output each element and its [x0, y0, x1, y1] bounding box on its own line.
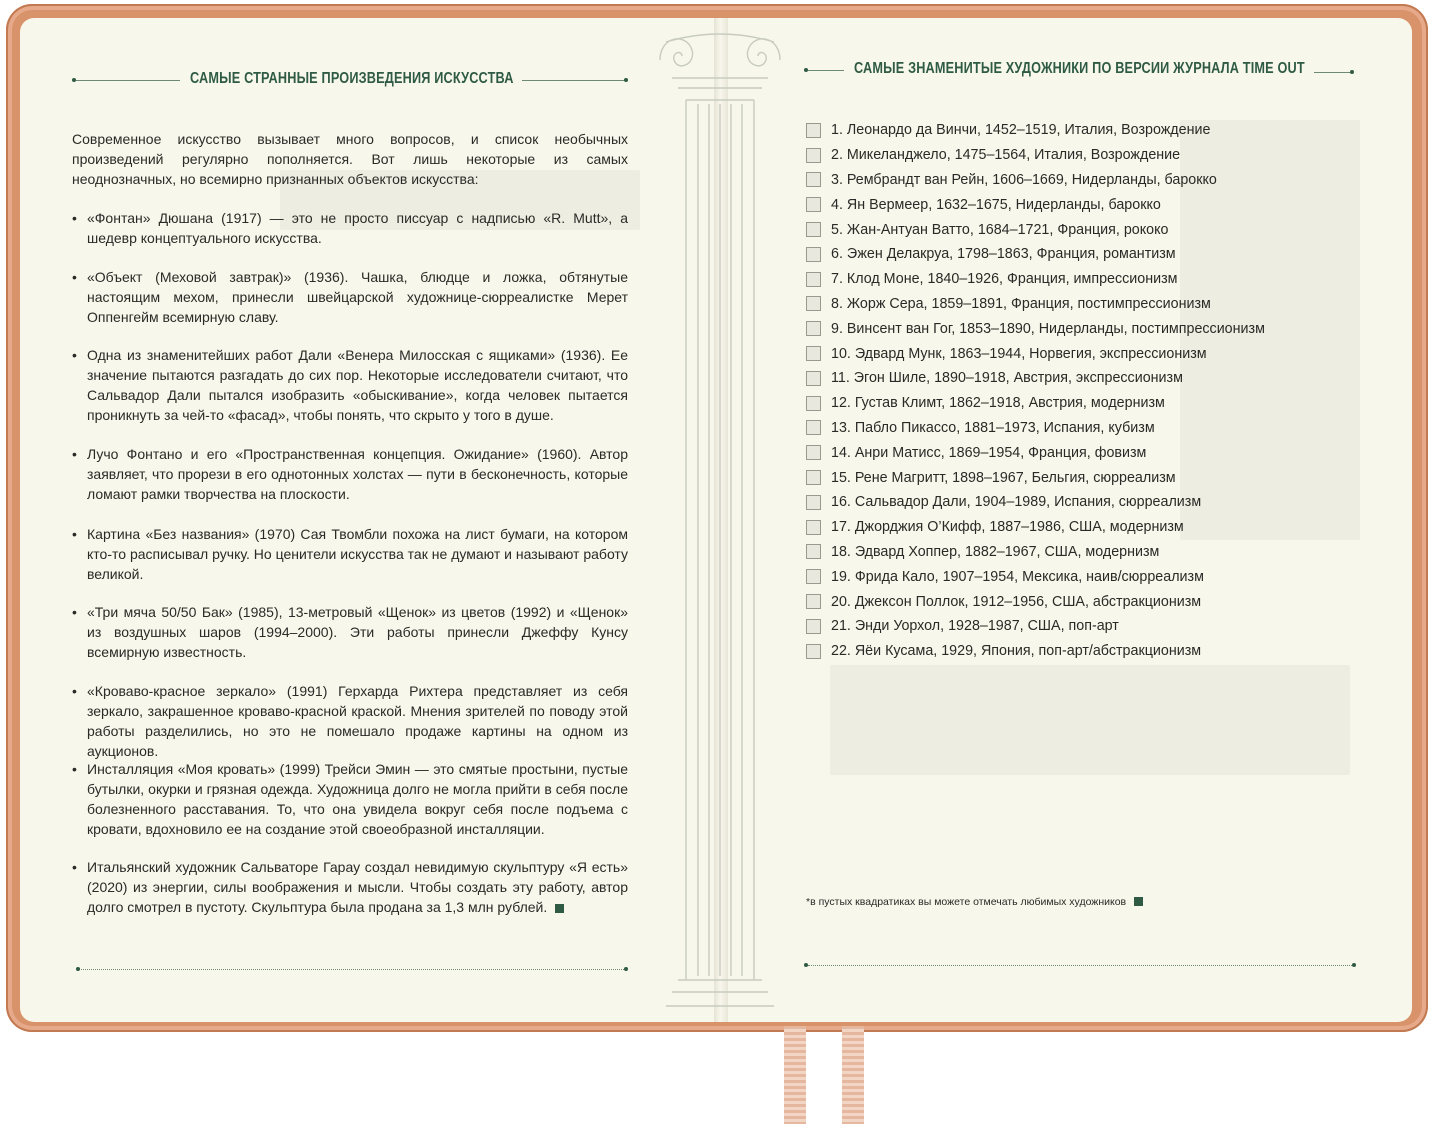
list-item-text: Итальянский художник Сальваторе Гарау создал невидимую скульптуру «Я есть» (2020) из энергии, силы воображения и мысли. Чтобы создать эту работу, автор долго смотрел в пустоту. Скульптура была продана за 1,3 млн рублей.	[87, 859, 628, 915]
artist-item	[806, 267, 1366, 292]
list-item: Лучо Фонтано и его «Пространственная концепция. Ожидание» (1960). Автор заявляет, что прорези в его однотонных холстах — пути в бесконечность, которые ломают рамки творчества на плоскости.	[87, 446, 628, 502]
artist-name: 12. Густав Климт, 1862–1918, Австрия, модернизм	[831, 395, 1165, 412]
artist-item	[806, 366, 1366, 391]
bullet-marker: •	[72, 269, 77, 285]
checkbox-square-icon[interactable]	[806, 470, 821, 485]
checkbox-square-icon[interactable]	[806, 321, 821, 336]
left-page-title: САМЫЕ СТРАННЫЕ ПРОИЗВЕДЕНИЯ ИСКУССТВА	[190, 70, 514, 87]
checkbox-square-icon[interactable]	[806, 445, 821, 460]
artist-item	[806, 391, 1366, 416]
bullet-marker: •	[72, 683, 77, 699]
artist-item	[806, 639, 1366, 664]
list-item: «Фонтан» Дюшана (1917) — это не просто писсуар с надписью «R. Mutt», а шедевр концептуального искусства.	[87, 210, 628, 246]
artist-item	[806, 440, 1366, 465]
artist-item	[806, 490, 1366, 515]
rule-dot	[804, 963, 808, 967]
bullet-marker: •	[72, 761, 77, 777]
checkbox-square-icon[interactable]	[806, 619, 821, 634]
checkbox-square-icon[interactable]	[806, 544, 821, 559]
checkbox-square-icon[interactable]	[806, 420, 821, 435]
artists-checklist	[806, 118, 1366, 664]
bleed-through-shade	[830, 665, 1350, 775]
list-item: Инсталляция «Моя кровать» (1999) Трейси Эмин — это смятые простыни, пустые бутылки, окурки и грязная одежда. Художница долго не могла прийти в себя после болезненного расставания. То, что она увидела вокруг себя после подъема с кровати, вдохновило ее на создание этой своеобразной инсталляции.	[87, 761, 628, 837]
artist-name: 21. Энди Уорхол, 1928–1987, США, поп-арт	[831, 618, 1119, 635]
rule-dot	[76, 967, 80, 971]
artist-name: 5. Жан-Антуан Ватто, 1684–1721, Франция, рококо	[831, 221, 1169, 238]
checkbox-square-icon[interactable]	[806, 569, 821, 584]
artist-item	[806, 118, 1366, 143]
green-square-icon	[555, 904, 564, 913]
bottom-rule-right	[808, 965, 1354, 966]
bookmark-ribbon	[784, 1026, 806, 1124]
green-square-icon	[1134, 897, 1143, 906]
artist-item	[806, 589, 1366, 614]
checkbox-square-icon[interactable]	[806, 222, 821, 237]
rule-dot	[624, 967, 628, 971]
footnote-text: *в пустых квадратиках вы можете отмечать любимых художников	[806, 896, 1127, 908]
artist-name: 1. Леонардо да Винчи, 1452–1519, Италия, Возрождение	[831, 122, 1211, 139]
artist-item	[806, 143, 1366, 168]
artist-name: 4. Ян Вермеер, 1632–1675, Нидерланды, барокко	[831, 196, 1161, 213]
artist-item	[806, 192, 1366, 217]
bullet-marker: •	[72, 604, 77, 620]
right-page-title: САМЫЕ ЗНАМЕНИТЫЕ ХУДОЖНИКИ ПО ВЕРСИИ ЖУРНАЛА TIME OUT	[854, 60, 1305, 77]
ionic-column-icon	[652, 20, 788, 1020]
checkbox-square-icon[interactable]	[806, 396, 821, 411]
artist-name: 13. Пабло Пикассо, 1881–1973, Испания, кубизм	[831, 419, 1155, 436]
artist-item	[806, 168, 1366, 193]
list-item: «Три мяча 50/50 Бак» (1985), 13-метровый «Щенок» из цветов (1992) и «Щенок» из воздушных шаров (1994–2000). Эти работы принесли Джеффу Кунсу всемирную известность.	[87, 604, 628, 660]
checkbox-square-icon[interactable]	[806, 172, 821, 187]
checkbox-square-icon[interactable]	[806, 371, 821, 386]
artist-name: 10. Эдвард Мунк, 1863–1944, Норвегия, экспрессионизм	[831, 345, 1207, 362]
list-item: Картина «Без названия» (1970) Сая Твомбли похожа на лист бумаги, на котором кто-то расписывал ручку. Но ценители искусства так не думают и называют работу великой.	[87, 526, 628, 582]
artist-name: 2. Микеланджело, 1475–1564, Италия, Возрождение	[831, 147, 1181, 164]
artist-name: 15. Рене Магритт, 1898–1967, Бельгия, сюрреализм	[831, 469, 1176, 486]
list-item: «Объект (Меховой завтрак)» (1936). Чашка, блюдце и ложка, обтянутые настоящим мехом, принесли швейцарской художнице-сюрреалистке Мерет Оппенгейм всемирную славу.	[87, 269, 628, 325]
artist-name: 22. Яёи Кусама, 1929, Япония, поп-арт/абстракционизм	[831, 643, 1202, 660]
artist-name: 6. Эжен Делакруа, 1798–1863, Франция, романтизм	[831, 246, 1176, 263]
checkbox-square-icon[interactable]	[806, 594, 821, 609]
rule-dot	[1350, 70, 1354, 74]
artist-item	[806, 316, 1366, 341]
rule-dot	[72, 78, 76, 82]
artist-name: 11. Эгон Шиле, 1890–1918, Австрия, экспрессионизм	[831, 370, 1183, 387]
bullet-marker: •	[72, 210, 77, 226]
checkbox-square-icon[interactable]	[806, 247, 821, 262]
heading-rule-left	[76, 80, 180, 81]
checkbox-square-icon[interactable]	[806, 644, 821, 659]
rule-dot	[804, 68, 808, 72]
artist-item	[806, 416, 1366, 441]
heading-rule-left	[808, 70, 844, 71]
rule-dot	[1352, 963, 1356, 967]
checkbox-square-icon[interactable]	[806, 197, 821, 212]
artist-name: 16. Сальвадор Дали, 1904–1989, Испания, сюрреализм	[831, 494, 1202, 511]
artist-name: 9. Винсент ван Гог, 1853–1890, Нидерланды, постимпрессионизм	[831, 320, 1265, 337]
artist-item	[806, 341, 1366, 366]
artist-item	[806, 515, 1366, 540]
artist-item	[806, 564, 1366, 589]
footnote	[806, 896, 1143, 908]
list-item: Одна из знаменитейших работ Дали «Венера Милосская с ящиками» (1936). Ее значение пытаются разгадать до сих пор. Некоторые исследователи считают, что Сальвадор Дали пытался изобразить «обыскивание», когда человек пытается проникнуть за чей-то «фасад», чтобы понять, что скрыто у того в душе.	[87, 347, 628, 423]
artist-name: 14. Анри Матисс, 1869–1954, Франция, фовизм	[831, 444, 1147, 461]
bottom-rule-left	[78, 969, 626, 970]
artist-name: 18. Эдвард Хоппер, 1882–1967, США, модернизм	[831, 543, 1160, 560]
rule-dot	[624, 78, 628, 82]
list-item: «Кроваво-красное зеркало» (1991) Герхарда Рихтера представляет из себя зеркало, закрашенное кроваво-красной краской. Мнения зрителей по поводу этой работы разделились, но это не помешало продаже картины на одном из аукционов.	[87, 683, 628, 759]
heading-rule-right	[522, 80, 626, 81]
bullet-marker: •	[72, 526, 77, 542]
checkbox-square-icon[interactable]	[806, 495, 821, 510]
checkbox-square-icon[interactable]	[806, 123, 821, 138]
artist-item	[806, 217, 1366, 242]
bullet-marker: •	[72, 446, 77, 462]
artist-item	[806, 465, 1366, 490]
bullet-marker: •	[72, 859, 77, 875]
artist-item	[806, 614, 1366, 639]
heading-rule-right	[1314, 72, 1352, 73]
checkbox-square-icon[interactable]	[806, 520, 821, 535]
artist-name: 20. Джексон Поллок, 1912–1956, США, абстракционизм	[831, 593, 1202, 610]
list-item-last	[87, 857, 628, 917]
bookmark-ribbon	[842, 1026, 864, 1124]
intro-paragraph: Современное искусство вызывает много вопросов, и список необычных произведений регулярно пополняется. Вот лишь некоторые из самых неоднозначных, но всемирно признанных объектов искусства:	[72, 131, 628, 187]
checkbox-square-icon[interactable]	[806, 346, 821, 361]
artist-name: 3. Рембрандт ван Рейн, 1606–1669, Нидерланды, барокко	[831, 171, 1217, 188]
artist-item	[806, 242, 1366, 267]
checkbox-square-icon[interactable]	[806, 296, 821, 311]
bullet-marker: •	[72, 347, 77, 363]
checkbox-square-icon[interactable]	[806, 272, 821, 287]
artist-name: 17. Джорджия О’Кифф, 1887–1986, США, модернизм	[831, 519, 1184, 536]
artist-item	[806, 540, 1366, 565]
artist-item	[806, 292, 1366, 317]
artist-name: 8. Жорж Сера, 1859–1891, Франция, постимпрессионизм	[831, 295, 1211, 312]
checkbox-square-icon[interactable]	[806, 148, 821, 163]
artist-name: 7. Клод Моне, 1840–1926, Франция, импрессионизм	[831, 271, 1178, 288]
artist-name: 19. Фрида Кало, 1907–1954, Мексика, наив/сюрреализм	[831, 568, 1204, 585]
